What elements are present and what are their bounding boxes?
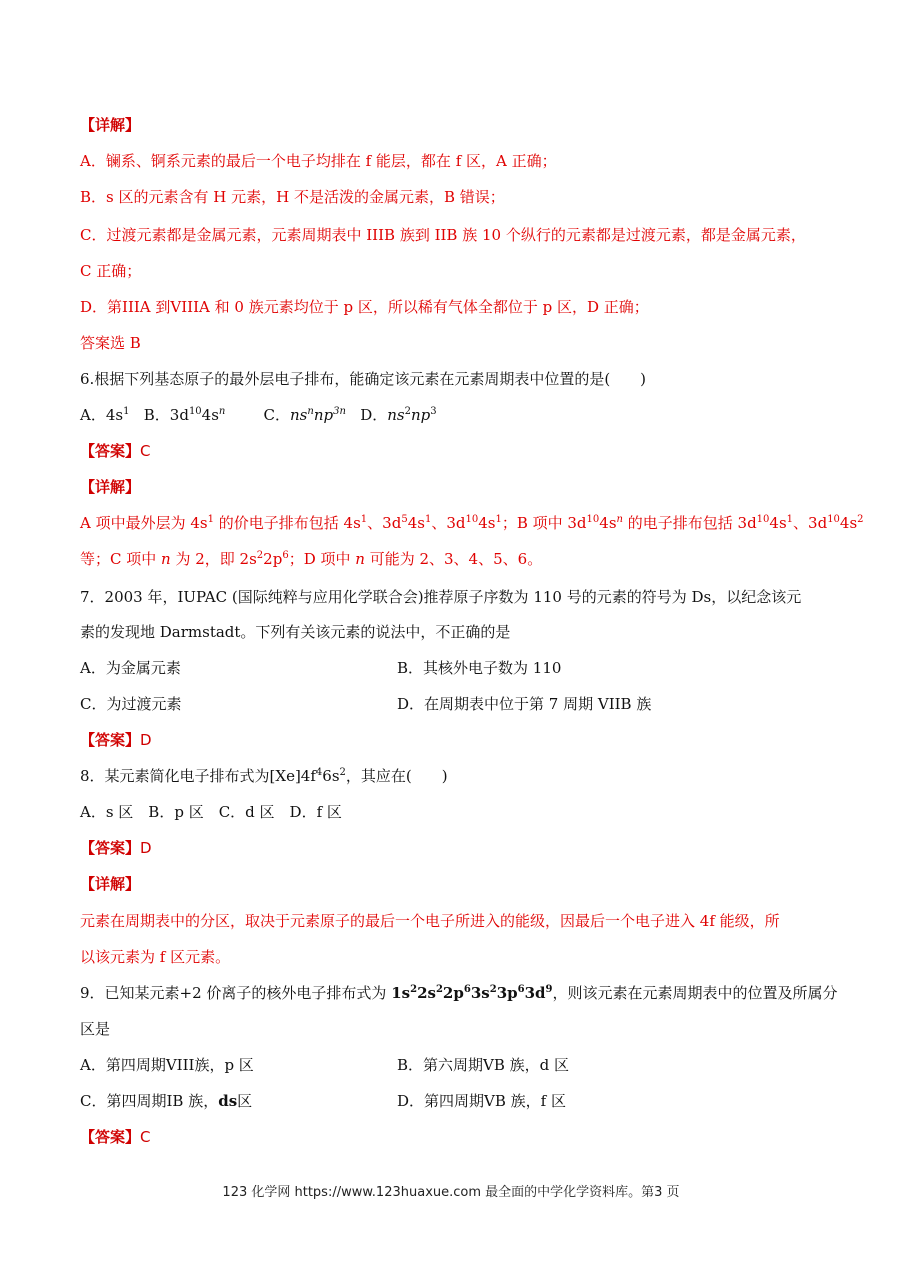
q9-option-d: D．第四周期VB 族，f 区 [397,1092,566,1110]
q9-option-c: C．第四周期IB 族，ds区 [80,1092,253,1110]
page-footer: 123 化学网 https://www.123huaxue.com 最全面的中学化学资料库。第3 页 [222,1185,680,1200]
q5-explanation-a: A．镧系、锕系元素的最后一个电子均排在 f 能层，都在 f 区，A 正确； [80,152,557,170]
q8-detail-header: 【详解】 [80,875,141,893]
q8-stem: 8．某元素简化电子排布式为$[Xe]4f^46s^2$，其应在( ) [80,767,448,785]
q6-option-d: D．$ns^2np^3$ [360,406,437,424]
q6-options [80,405,437,425]
q5-explanation-b: B．s 区的元素含有 H 元素，H 不是活泼的金属元素，B 错误； [80,188,505,206]
q6-explanation-line2: 等；C 项中 n 为 2，即 $2s^22p^6$；D 项中 n 可能为 2、3、4、5、6。 [80,550,543,568]
q5-conclusion: 答案选 B [80,334,141,352]
q6-option-c: C．$ns^nnp^{3n}$ [263,406,346,424]
q8-explanation-line2: 以该元素为 f 区元素。 [80,948,231,966]
q6-detail-header: 【详解】 [80,478,141,496]
q6-stem: 6.根据下列基态原子的最外层电子排布，能确定该元素在元素周期表中位置的是( ) [80,370,647,388]
q7-option-c: C．为过渡元素 [80,695,182,713]
q7-option-b: B．其核外电子数为 110 [397,659,562,677]
q5-explanation-c-cont: C 正确； [80,262,142,280]
q9-stem-line2: 区是 [80,1020,111,1038]
q7-answer: 【答案】D [80,731,152,749]
q6-option-b: B．$3d^{10}4s^n$ [143,406,226,424]
q6-explanation-line1: A 项中最外层为 $4s^1$ 的价电子排布包括 $4s^1$、$3d^54s^1$、$3d^{10}4s^1$；B 项中 $3d^{10}4s^n$ 的电子排布包括 $3d^{10}4s^1$、$3d^{10}4s^2$ [80,514,864,532]
q5-explanation-d: D．第IIIA 到VIIIA 和 0 族元素均位于 p 区，所以稀有气体全都位于 p 区，D 正确； [80,298,649,316]
q7-option-a: A．为金属元素 [80,659,181,677]
q6-answer: 【答案】C [80,442,151,460]
q6-option-a: A．$4s^1$ [80,406,130,424]
q8-options: A．s 区 B．p 区 C．d 区 D．f 区 [80,803,342,821]
q9-stem-line1: 9．已知某元素+2 价离子的核外电子排布式为 $1s^22s^22p^63s^23p^63d^9$，则该元素在元素周期表中的位置及所属分 [80,984,838,1002]
q7-option-d: D．在周期表中位于第 7 周期 VIIB 族 [397,695,652,713]
q7-stem-line1: 7．2003 年，IUPAC (国际纯粹与应用化学联合会)推荐原子序数为 110 号的元素的符号为 Ds，以纪念该元 [80,588,802,606]
detail-header: 【详解】 [80,116,141,134]
q7-stem-line2: 素的发现地 Darmstadt。下列有关该元素的说法中，不正确的是 [80,623,511,641]
electron-configuration: $1s^22s^22p^63s^23p^63d^9$ [391,984,553,1002]
q8-explanation-line1: 元素在周期表中的分区，取决于元素原子的最后一个电子所进入的能级，因最后一个电子进入 4f 能级，所 [80,912,780,930]
q9-option-a: A．第四周期VIII族，p 区 [80,1056,254,1074]
q5-explanation-c: C．过渡元素都是金属元素，元素周期表中 IIIB 族到 IIB 族 10 个纵行的元素都是过渡元素，都是金属元素， [80,226,806,244]
q9-option-b: B．第六周期VB 族，d 区 [397,1056,570,1074]
q9-answer: 【答案】C [80,1128,151,1146]
q8-answer: 【答案】D [80,839,152,857]
